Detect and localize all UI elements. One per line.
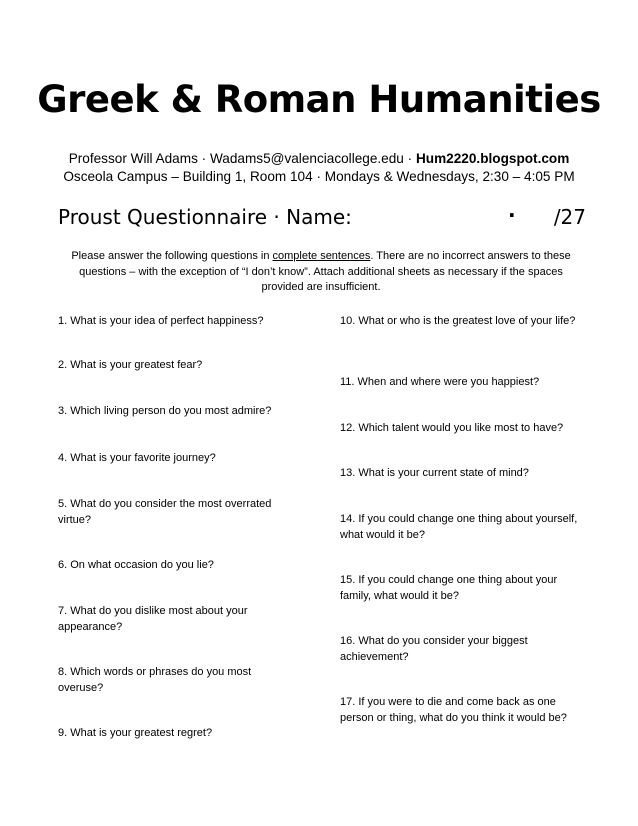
name-blank-dot: · (508, 203, 516, 227)
question-15: 15. If you could change one thing about your family, what would it be? (340, 574, 558, 602)
question-6: 6. On what occasion do you lie? (58, 559, 214, 571)
course-title: Greek & Roman Humanities (37, 78, 601, 121)
question-14: 14. If you could change one thing about yourself, what would it be? (340, 513, 578, 541)
question-5: 5. What do you consider the most overrated virtue? (58, 498, 272, 526)
question-4: 4. What is your favorite journey? (58, 452, 216, 464)
instructions-paragraph (58, 249, 584, 296)
instructions-emphasis: complete sentences (272, 250, 371, 262)
question-7: 7. What do you dislike most about your appearance? (58, 605, 248, 633)
question-11: 11. When and where were you happiest? (340, 376, 540, 388)
class-schedule: Mondays & Wednesdays, 2:30 – 4:05 PM (324, 169, 575, 184)
location-info-line (0, 168, 638, 185)
questionnaire-name-label: Proust Questionnaire · Name: (58, 205, 352, 229)
question-1: 1. What is your idea of perfect happiness? (58, 315, 264, 327)
question-2: 2. What is your greatest fear? (58, 359, 203, 371)
separator: · (201, 151, 207, 166)
instructions-part-2: . There are no incorrect answers to these questions – with the exception of “I don’t know”. Attach additional sheets as necessary if the spaces provided are insufficient. (79, 250, 571, 293)
question-10: 10. What or who is the greatest love of your life? (340, 315, 576, 327)
question-8: 8. Which words or phrases do you most overuse? (58, 666, 252, 694)
score-total: /27 (553, 205, 586, 229)
professor-info-line (0, 150, 638, 167)
question-16: 16. What do you consider your biggest achievement? (340, 635, 528, 663)
blog-url: Hum2220.blogspot.com (415, 151, 570, 166)
campus-location: Osceola Campus – Building 1, Room 104 (63, 169, 313, 184)
separator: · (407, 151, 413, 166)
question-17: 17. If you were to die and come back as one person or thing, what do you think it would be? (340, 696, 567, 724)
questionnaire-header (58, 203, 586, 231)
question-13: 13. What is your current state of mind? (340, 467, 529, 479)
separator: · (316, 169, 321, 184)
question-9: 9. What is your greatest regret? (58, 727, 213, 739)
question-3: 3. Which living person do you most admire? (58, 405, 272, 417)
instructions-part-1: Please answer the following questions in (71, 250, 273, 262)
question-12: 12. Which talent would you like most to have? (340, 422, 564, 434)
professor-email: Wadams5@valenciacollege.edu (209, 151, 404, 166)
professor-name: Professor Will Adams (68, 151, 198, 166)
